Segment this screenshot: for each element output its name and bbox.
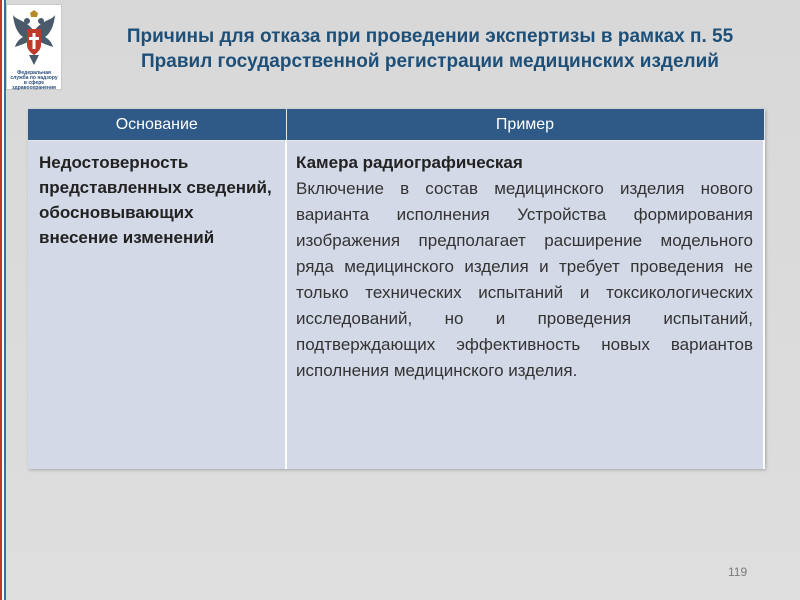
double-headed-eagle-emblem-icon — [11, 9, 57, 69]
page-number: 119 — [728, 565, 748, 579]
page-title — [70, 24, 790, 74]
title-line-1: Причины для отказа при проведении экспертизы в рамках п. 55 — [126, 26, 734, 47]
cell-example — [286, 141, 764, 470]
cell-basis — [28, 141, 286, 470]
example-text: Включение в состав медицинского изделия нового варианта исполнения Устройства формирования изображения предполагает расширение модельного ряда медицинского изделия и требует проведения не только технических испытаний и токсикологических исследований, но и проведения испытаний, подтверждающих эффективность новых вариантов исполнения медицинского изделия. — [296, 179, 753, 380]
column-header-example: Пример — [286, 109, 764, 141]
example-title: Камера радиографическая — [296, 153, 523, 172]
column-header-basis: Основание — [28, 109, 286, 141]
stripe-blue — [4, 0, 6, 600]
side-stripes — [0, 0, 6, 600]
roszdravnadzor-logo — [6, 4, 62, 90]
table-row — [28, 141, 764, 470]
basis-text: Недостоверность представленных сведений, обосновывающих внесение изменений — [39, 153, 272, 247]
logo-caption: Федеральная служба по надзору в сфере здравоохранения — [10, 70, 58, 91]
refusal-reasons-table — [28, 109, 765, 469]
title-line-2: Правил государственной регистрации медицинских изделий — [141, 51, 719, 72]
table-header-row — [28, 109, 764, 141]
